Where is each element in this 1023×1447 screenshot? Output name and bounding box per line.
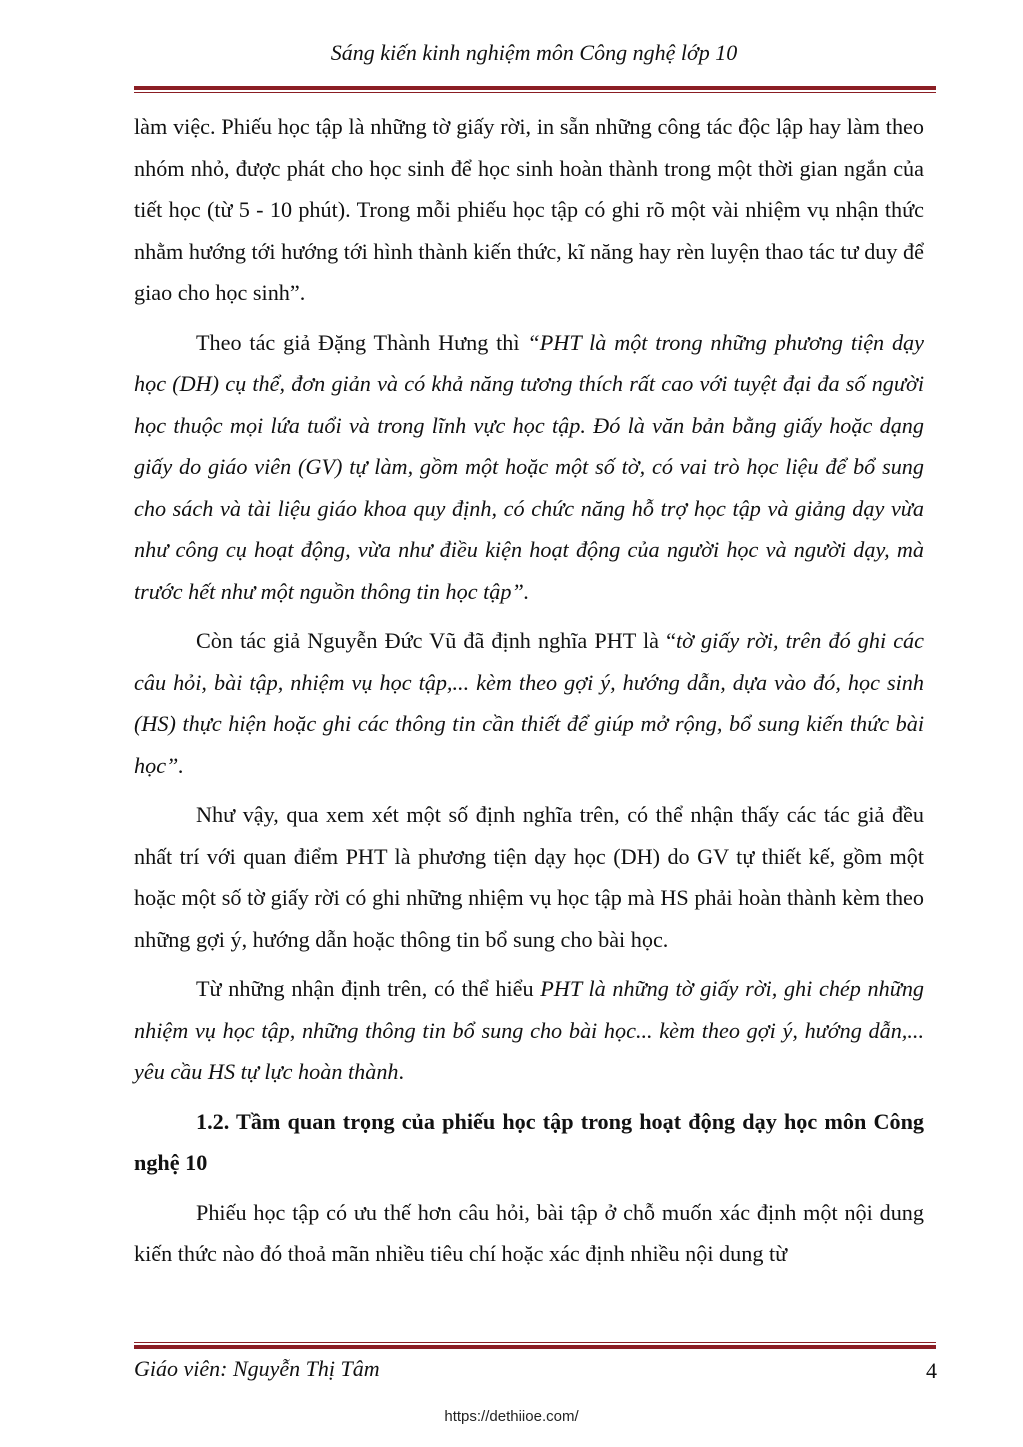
header-rule [134,86,936,93]
paragraph-3-quote: tờ giấy rời, trên đó ghi các câu hỏi, bài tập, nhiệm vụ học tập,... kèm theo gợi ý, hướng dẫn, dựa vào đó, học sinh (HS) thực hiện hoặc ghi các thông tin cần thiết để giúp mở rộng, bổ sung kiến thức bài học”. [134,628,924,778]
paragraph-2 [134,322,924,613]
page-header: Sáng kiến kinh nghiệm môn Công nghệ lớp 10 [330,40,738,65]
paragraph-5 [134,968,924,1093]
footer-rule [134,1342,936,1349]
document-body [134,106,924,1283]
source-url[interactable]: https://dethiioe.com/ [444,1408,579,1425]
paragraph-2-lead: Theo tác giả Đặng Thành Hưng thì [196,329,528,355]
paragraph-6: Phiếu học tập có ưu thế hơn câu hỏi, bài tập ở chỗ muốn xác định một nội dung kiến thức nào đó thoả mãn nhiều tiêu chí hoặc xác định nhiều nội dung từ [134,1199,924,1266]
paragraph-3-lead: Còn tác giả Nguyễn Đức Vũ đã định nghĩa PHT là “ [196,628,676,653]
paragraph-2-quote: “PHT là một trong những phương tiện dạy học (DH) cụ thể, đơn giản và có khả năng tương thích rất cao với tuyệt đại đa số người học thuộc mọi lứa tuổi và trong lĩnh vực học tập. Đó là văn bản bằng giấy hoặc dạng giấy do giáo viên (GV) tự làm, gồm một hoặc một số tờ, có vai trò học liệu để bổ sung cho sách và tài liệu giáo khoa quy định, có chức năng hỗ trợ học tập và giảng dạy vừa như công cụ hoạt động, vừa như điều kiện hoạt động của người học và người dạy, mà trước hết như một nguồn thông tin học tập”. [134,329,924,604]
footer-teacher: Giáo viên: Nguyễn Thị Tâm [134,1356,380,1381]
paragraph-5-lead: Từ những nhận định trên, có thể hiểu [196,976,541,1001]
paragraph-4: Như vậy, qua xem xét một số định nghĩa trên, có thể nhận thấy các tác giả đều nhất trí với quan điểm PHT là phương tiện dạy học (DH) do GV tự thiết kế, gồm một hoặc một số tờ giấy rời có ghi những nhiệm vụ học tập mà HS phải hoàn thành kèm theo những gợi ý, hướng dẫn hoặc thông tin bổ sung cho bài học. [134,802,924,952]
paragraph-5-end: . [398,1059,405,1084]
paragraph-1: làm việc. Phiếu học tập là những tờ giấy rời, in sẵn những công tác độc lập hay làm theo nhóm nhỏ, được phát cho học sinh để học sinh hoàn thành trong một thời gian ngắn của tiết học (từ 5 - 10 phút). Trong mỗi phiếu học tập có ghi rõ một vài nhiệm vụ nhận thức nhằm hướng tới hướng tới hình thành kiến thức, kĩ năng hay rèn luyện thao tác tư duy để giao cho học sinh”. [134,114,924,305]
paragraph-3 [134,620,924,786]
page-number: 4 [926,1358,937,1383]
section-heading: 1.2. Tầm quan trọng của phiếu học tập trong hoạt động dạy học môn Công nghệ 10 [134,1108,924,1175]
paragraph-5-quote: PHT là những tờ giấy rời, ghi chép những nhiệm vụ học tập, những thông tin bổ sung cho bài học... kèm theo gợi ý, hướng dẫn,... yêu cầu HS tự lực hoàn thành [134,976,925,1084]
